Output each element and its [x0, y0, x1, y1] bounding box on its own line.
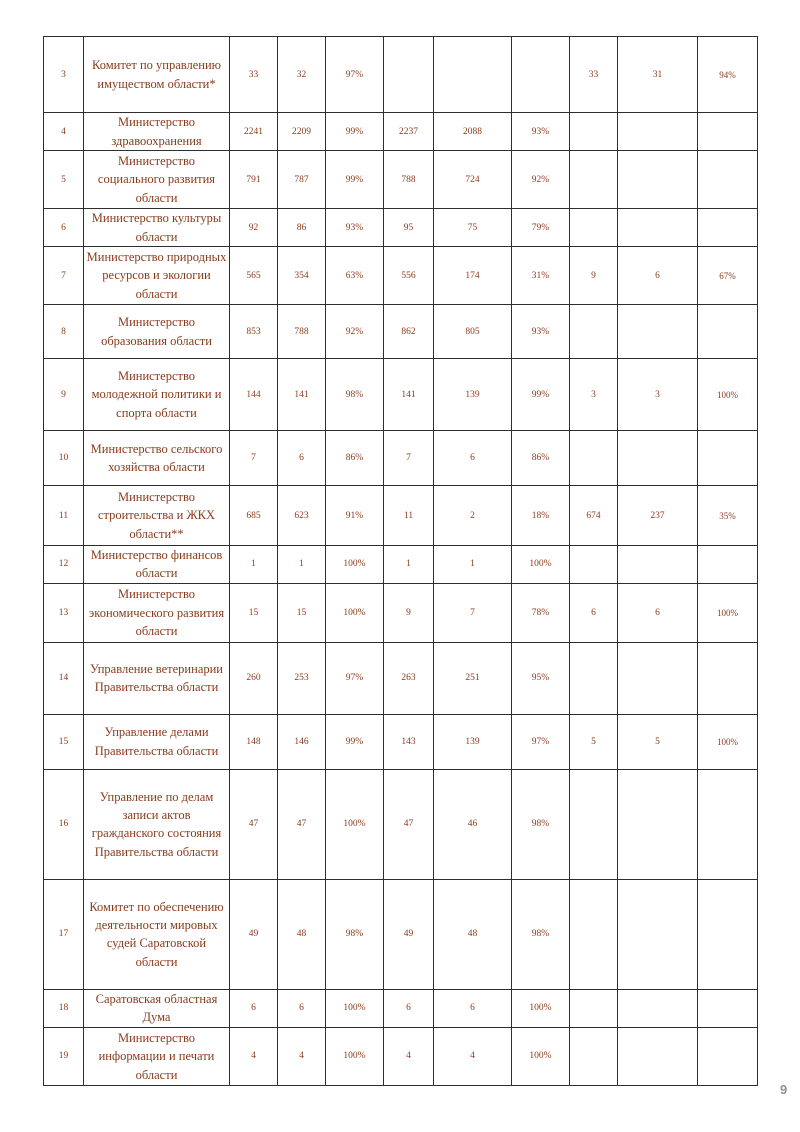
value-cell-c6	[512, 37, 570, 113]
value-cell-c8	[618, 546, 698, 584]
value-cell-c4: 11	[384, 486, 434, 546]
value-cell-c4: 7	[384, 431, 434, 486]
data-table	[43, 36, 758, 1086]
row-number-cell: 15	[44, 714, 84, 769]
org-name-cell: Министерство молодежной политики и спорта области	[84, 359, 230, 431]
value-cell-c4	[384, 37, 434, 113]
org-name-cell: Министерство социального развития области	[84, 151, 230, 209]
value-cell-c1: 1	[230, 546, 278, 584]
value-cell-c7: 6	[570, 583, 618, 642]
table-row	[44, 546, 758, 584]
table-row	[44, 359, 758, 431]
value-cell-c5: 724	[434, 151, 512, 209]
value-cell-c1: 685	[230, 486, 278, 546]
value-cell-c2: 6	[278, 989, 326, 1027]
value-cell-c9	[698, 113, 758, 151]
value-cell-c8	[618, 769, 698, 879]
value-cell-c7	[570, 113, 618, 151]
value-cell-c4: 263	[384, 642, 434, 714]
value-cell-c1: 260	[230, 642, 278, 714]
value-cell-c7	[570, 209, 618, 247]
value-cell-c2: 15	[278, 583, 326, 642]
value-cell-c5: 4	[434, 1027, 512, 1085]
value-cell-c3: 93%	[326, 209, 384, 247]
value-cell-c8	[618, 879, 698, 989]
value-cell-c5: 48	[434, 879, 512, 989]
value-cell-c7: 5	[570, 714, 618, 769]
value-cell-c4: 143	[384, 714, 434, 769]
table-row	[44, 305, 758, 359]
value-cell-c5: 174	[434, 247, 512, 305]
value-cell-c1: 33	[230, 37, 278, 113]
value-cell-c6: 100%	[512, 546, 570, 584]
page-number: 9	[780, 1082, 788, 1097]
value-cell-c8	[618, 305, 698, 359]
value-cell-c9	[698, 305, 758, 359]
value-cell-c2: 787	[278, 151, 326, 209]
value-cell-c8	[618, 989, 698, 1027]
value-cell-c5: 2	[434, 486, 512, 546]
row-number-cell: 8	[44, 305, 84, 359]
value-cell-c2: 2209	[278, 113, 326, 151]
row-number-cell: 19	[44, 1027, 84, 1085]
org-name-cell: Министерство сельского хозяйства области	[84, 431, 230, 486]
value-cell-c5: 1	[434, 546, 512, 584]
row-number-cell: 3	[44, 37, 84, 113]
org-name-cell: Комитет по обеспечению деятельности мировых судей Саратовской области	[84, 879, 230, 989]
value-cell-c1: 15	[230, 583, 278, 642]
value-cell-c6: 86%	[512, 431, 570, 486]
row-number-cell: 6	[44, 209, 84, 247]
value-cell-c9: 100%	[698, 359, 758, 431]
row-number-cell: 7	[44, 247, 84, 305]
table-row	[44, 113, 758, 151]
table-row	[44, 486, 758, 546]
value-cell-c3: 98%	[326, 879, 384, 989]
value-cell-c1: 853	[230, 305, 278, 359]
value-cell-c6: 78%	[512, 583, 570, 642]
value-cell-c5: 46	[434, 769, 512, 879]
row-number-cell: 14	[44, 642, 84, 714]
value-cell-c3: 100%	[326, 989, 384, 1027]
table-row	[44, 583, 758, 642]
value-cell-c2: 32	[278, 37, 326, 113]
value-cell-c9	[698, 1027, 758, 1085]
value-cell-c3: 100%	[326, 583, 384, 642]
value-cell-c7: 9	[570, 247, 618, 305]
value-cell-c6: 100%	[512, 989, 570, 1027]
value-cell-c3: 100%	[326, 1027, 384, 1085]
value-cell-c1: 565	[230, 247, 278, 305]
value-cell-c2: 6	[278, 431, 326, 486]
org-name-cell: Саратовская областная Дума	[84, 989, 230, 1027]
value-cell-c4: 6	[384, 989, 434, 1027]
row-number-cell: 17	[44, 879, 84, 989]
value-cell-c1: 2241	[230, 113, 278, 151]
value-cell-c8: 5	[618, 714, 698, 769]
value-cell-c3: 92%	[326, 305, 384, 359]
value-cell-c9: 67%	[698, 247, 758, 305]
value-cell-c9	[698, 769, 758, 879]
value-cell-c8	[618, 1027, 698, 1085]
value-cell-c8	[618, 431, 698, 486]
value-cell-c4: 2237	[384, 113, 434, 151]
value-cell-c6: 93%	[512, 305, 570, 359]
value-cell-c5: 2088	[434, 113, 512, 151]
value-cell-c6: 97%	[512, 714, 570, 769]
value-cell-c9	[698, 989, 758, 1027]
value-cell-c5: 6	[434, 431, 512, 486]
table-row	[44, 714, 758, 769]
value-cell-c7	[570, 642, 618, 714]
value-cell-c2: 623	[278, 486, 326, 546]
org-name-cell: Министерство образования области	[84, 305, 230, 359]
row-number-cell: 4	[44, 113, 84, 151]
value-cell-c8: 237	[618, 486, 698, 546]
org-name-cell: Министерство экономического развития области	[84, 583, 230, 642]
value-cell-c1: 791	[230, 151, 278, 209]
value-cell-c3: 91%	[326, 486, 384, 546]
value-cell-c3: 97%	[326, 642, 384, 714]
value-cell-c7	[570, 989, 618, 1027]
value-cell-c2: 141	[278, 359, 326, 431]
value-cell-c9	[698, 546, 758, 584]
value-cell-c6: 98%	[512, 879, 570, 989]
value-cell-c2: 146	[278, 714, 326, 769]
value-cell-c8: 6	[618, 583, 698, 642]
org-name-cell: Управление делами Правительства области	[84, 714, 230, 769]
value-cell-c2: 4	[278, 1027, 326, 1085]
value-cell-c4: 9	[384, 583, 434, 642]
org-name-cell: Министерство финансов области	[84, 546, 230, 584]
value-cell-c5: 7	[434, 583, 512, 642]
value-cell-c7: 3	[570, 359, 618, 431]
table-row	[44, 431, 758, 486]
row-number-cell: 11	[44, 486, 84, 546]
value-cell-c9: 100%	[698, 583, 758, 642]
value-cell-c9	[698, 151, 758, 209]
value-cell-c3: 99%	[326, 714, 384, 769]
org-name-cell: Министерство информации и печати области	[84, 1027, 230, 1085]
row-number-cell: 5	[44, 151, 84, 209]
value-cell-c3: 99%	[326, 113, 384, 151]
org-name-cell: Министерство культуры области	[84, 209, 230, 247]
value-cell-c9: 35%	[698, 486, 758, 546]
value-cell-c4: 1	[384, 546, 434, 584]
value-cell-c2: 86	[278, 209, 326, 247]
table-row	[44, 769, 758, 879]
org-name-cell: Управление ветеринарии Правительства области	[84, 642, 230, 714]
value-cell-c3: 63%	[326, 247, 384, 305]
value-cell-c8: 3	[618, 359, 698, 431]
org-name-cell: Министерство природных ресурсов и экологии области	[84, 247, 230, 305]
org-name-cell: Управление по делам записи актов гражданского состояния Правительства области	[84, 769, 230, 879]
value-cell-c3: 100%	[326, 769, 384, 879]
org-name-cell: Комитет по управлению имуществом области*	[84, 37, 230, 113]
value-cell-c7: 33	[570, 37, 618, 113]
row-number-cell: 16	[44, 769, 84, 879]
value-cell-c7	[570, 431, 618, 486]
table-row	[44, 879, 758, 989]
value-cell-c6: 31%	[512, 247, 570, 305]
value-cell-c8	[618, 642, 698, 714]
value-cell-c4: 49	[384, 879, 434, 989]
value-cell-c1: 92	[230, 209, 278, 247]
value-cell-c2: 47	[278, 769, 326, 879]
row-number-cell: 13	[44, 583, 84, 642]
value-cell-c6: 93%	[512, 113, 570, 151]
value-cell-c1: 148	[230, 714, 278, 769]
value-cell-c4: 862	[384, 305, 434, 359]
value-cell-c1: 49	[230, 879, 278, 989]
value-cell-c1: 144	[230, 359, 278, 431]
value-cell-c1: 7	[230, 431, 278, 486]
value-cell-c2: 354	[278, 247, 326, 305]
value-cell-c2: 48	[278, 879, 326, 989]
value-cell-c4: 4	[384, 1027, 434, 1085]
value-cell-c3: 97%	[326, 37, 384, 113]
row-number-cell: 18	[44, 989, 84, 1027]
value-cell-c7	[570, 879, 618, 989]
value-cell-c9: 100%	[698, 714, 758, 769]
table-row	[44, 247, 758, 305]
value-cell-c8	[618, 113, 698, 151]
value-cell-c6: 98%	[512, 769, 570, 879]
value-cell-c3: 99%	[326, 151, 384, 209]
value-cell-c1: 4	[230, 1027, 278, 1085]
table-body	[44, 37, 758, 1086]
value-cell-c7: 674	[570, 486, 618, 546]
value-cell-c5	[434, 37, 512, 113]
value-cell-c1: 6	[230, 989, 278, 1027]
value-cell-c3: 98%	[326, 359, 384, 431]
table-row	[44, 1027, 758, 1085]
value-cell-c9	[698, 209, 758, 247]
value-cell-c4: 95	[384, 209, 434, 247]
value-cell-c6: 100%	[512, 1027, 570, 1085]
value-cell-c4: 788	[384, 151, 434, 209]
value-cell-c8	[618, 151, 698, 209]
value-cell-c6: 92%	[512, 151, 570, 209]
value-cell-c6: 18%	[512, 486, 570, 546]
value-cell-c8: 6	[618, 247, 698, 305]
value-cell-c5: 251	[434, 642, 512, 714]
value-cell-c8: 31	[618, 37, 698, 113]
value-cell-c7	[570, 546, 618, 584]
row-number-cell: 10	[44, 431, 84, 486]
org-name-cell: Министерство здравоохранения	[84, 113, 230, 151]
value-cell-c7	[570, 151, 618, 209]
value-cell-c7	[570, 305, 618, 359]
value-cell-c2: 253	[278, 642, 326, 714]
value-cell-c5: 139	[434, 714, 512, 769]
value-cell-c5: 6	[434, 989, 512, 1027]
table-row	[44, 151, 758, 209]
table-row	[44, 209, 758, 247]
value-cell-c2: 788	[278, 305, 326, 359]
value-cell-c2: 1	[278, 546, 326, 584]
value-cell-c1: 47	[230, 769, 278, 879]
value-cell-c8	[618, 209, 698, 247]
table-row	[44, 989, 758, 1027]
value-cell-c9	[698, 642, 758, 714]
value-cell-c7	[570, 769, 618, 879]
value-cell-c5: 139	[434, 359, 512, 431]
value-cell-c7	[570, 1027, 618, 1085]
value-cell-c9	[698, 879, 758, 989]
table-row	[44, 37, 758, 113]
value-cell-c3: 86%	[326, 431, 384, 486]
value-cell-c6: 79%	[512, 209, 570, 247]
value-cell-c3: 100%	[326, 546, 384, 584]
row-number-cell: 12	[44, 546, 84, 584]
table-row	[44, 642, 758, 714]
value-cell-c4: 47	[384, 769, 434, 879]
value-cell-c4: 141	[384, 359, 434, 431]
value-cell-c9: 94%	[698, 37, 758, 113]
value-cell-c4: 556	[384, 247, 434, 305]
org-name-cell: Министерство строительства и ЖКХ области**	[84, 486, 230, 546]
value-cell-c5: 75	[434, 209, 512, 247]
value-cell-c5: 805	[434, 305, 512, 359]
value-cell-c6: 95%	[512, 642, 570, 714]
value-cell-c9	[698, 431, 758, 486]
row-number-cell: 9	[44, 359, 84, 431]
value-cell-c6: 99%	[512, 359, 570, 431]
